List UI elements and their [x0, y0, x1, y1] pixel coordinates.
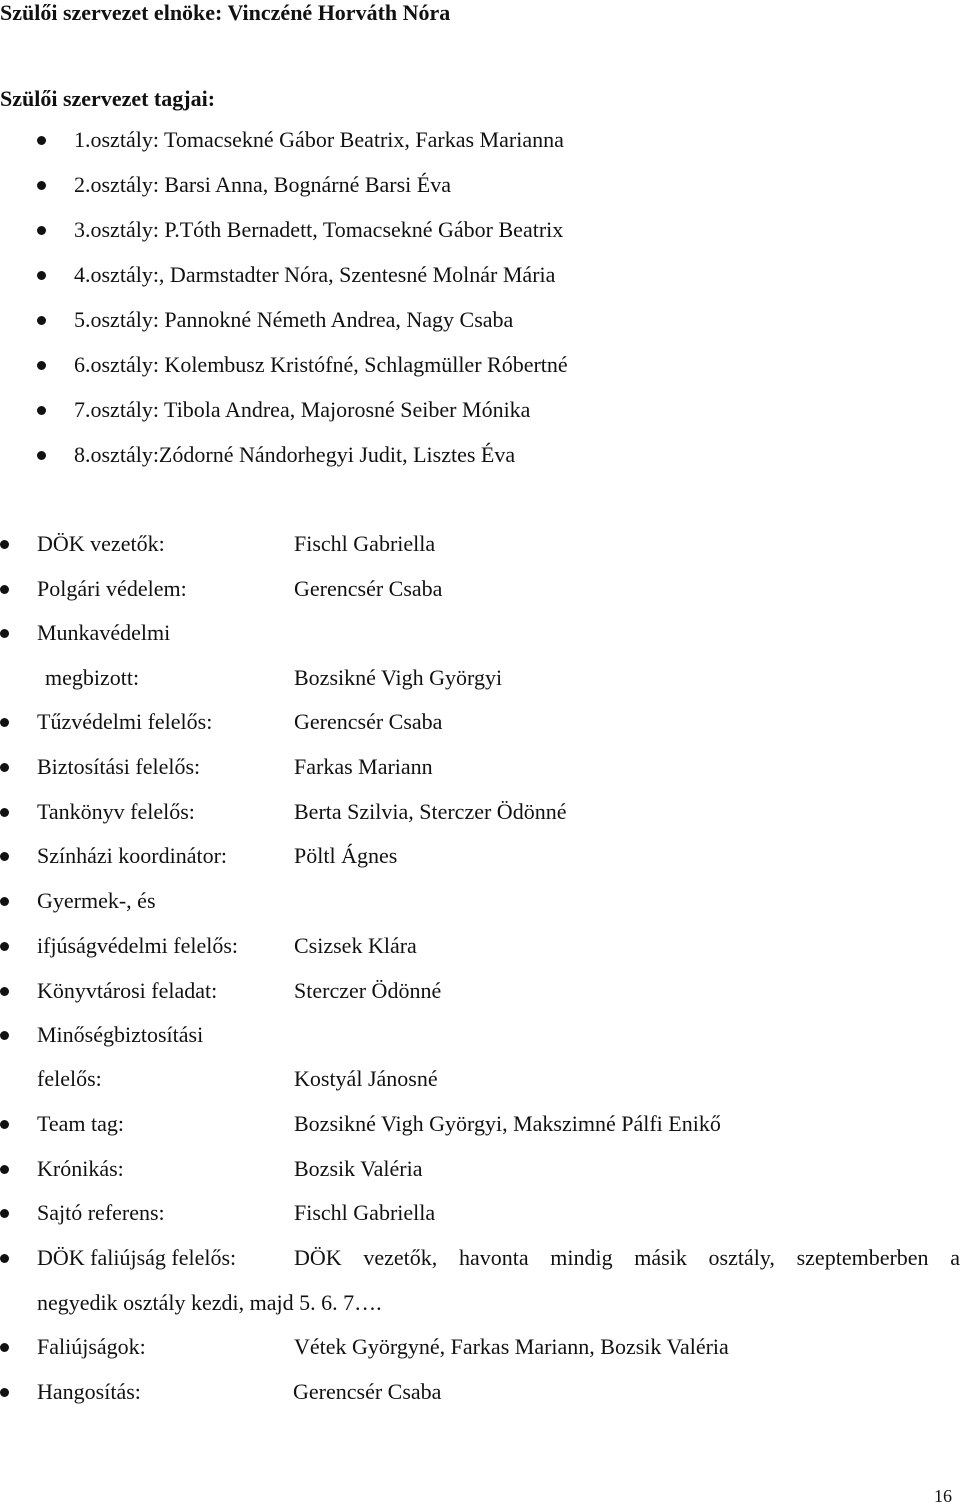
role-name: Csizsek Klára: [294, 933, 417, 958]
role-label: Team tag:: [37, 1111, 125, 1136]
role-label-continued: felelős:: [37, 1066, 102, 1091]
list-item: 4.osztály:, Darmstadter Nóra, Szentesné Molnár Mária: [74, 262, 556, 287]
list-item: 6.osztály: Kolembusz Kristófné, Schlagmüller Róbertné: [74, 352, 568, 377]
list-item: 7.osztály: Tibola Andrea, Majorosné Seiber Mónika: [74, 397, 531, 422]
list-item: 8.osztály:Zódorné Nándorhegyi Judit, Lisztes Éva: [74, 442, 516, 467]
bullet-icon: [37, 226, 46, 235]
role-name: Bozsik Valéria: [294, 1156, 423, 1181]
role-name: Berta Szilvia, Sterczer Ödönné: [294, 799, 567, 824]
role-label: Krónikás:: [37, 1156, 124, 1181]
bullet-icon: [0, 585, 9, 594]
page-number: 16: [934, 1486, 952, 1506]
role-label: DÖK faliújság felelős:: [37, 1245, 237, 1270]
list-item: 3.osztály: P.Tóth Bernadett, Tomacsekné Gábor Beatrix: [74, 217, 564, 242]
role-label: Könyvtárosi feladat:: [37, 978, 218, 1003]
list-item: 1.osztály: Tomacsekné Gábor Beatrix, Farkas Marianna: [74, 127, 564, 152]
role-label: Sajtó referens:: [37, 1200, 165, 1225]
role-name: Pöltl Ágnes: [294, 843, 398, 868]
bullet-icon: [0, 1254, 9, 1263]
role-name: Bozsikné Vigh Györgyi: [294, 665, 503, 690]
role-label: Minőségbiztosítási: [37, 1022, 204, 1047]
role-name: Bozsikné Vigh Györgyi, Makszimné Pálfi Enikő: [294, 1111, 721, 1136]
bullet-icon: [37, 181, 46, 190]
role-label: DÖK vezetők:: [37, 531, 165, 556]
role-name: Vétek Györgyné, Farkas Mariann, Bozsik Valéria: [294, 1334, 729, 1359]
bullet-icon: [0, 540, 9, 549]
role-name: Kostyál Jánosné: [294, 1066, 438, 1091]
bullet-icon: [0, 1165, 9, 1174]
role-label: Hangosítás:: [37, 1379, 141, 1404]
bullet-icon: [37, 271, 46, 280]
role-label-continued: megbizott:: [45, 665, 140, 690]
role-label: Biztosítási felelős:: [37, 754, 201, 779]
bullet-icon: [0, 1343, 9, 1352]
bullet-icon: [37, 136, 46, 145]
bullet-icon: [37, 316, 46, 325]
bullet-icon: [0, 1209, 9, 1218]
bullet-icon: [37, 451, 46, 460]
role-name: Fischl Gabriella: [294, 1200, 436, 1225]
list-item: 2.osztály: Barsi Anna, Bognárné Barsi Éva: [74, 172, 451, 197]
role-label: Tankönyv felelős:: [37, 799, 195, 824]
bullet-icon: [0, 1388, 9, 1397]
role-name: Gerencsér Csaba: [294, 576, 443, 601]
role-label: Munkavédelmi: [37, 620, 171, 645]
bullet-icon: [0, 763, 9, 772]
bullet-icon: [0, 629, 9, 638]
role-name: Gerencsér Csaba: [293, 1379, 442, 1404]
members-heading: Szülői szervezet tagjai:: [0, 86, 216, 111]
role-label: Gyermek-, és: [37, 888, 156, 913]
bullet-icon: [0, 987, 9, 996]
bullet-icon: [0, 942, 9, 951]
chair-heading: Szülői szervezet elnöke: Vinczéné Horváth Nóra: [0, 0, 451, 25]
role-name: Sterczer Ödönné: [294, 978, 442, 1003]
role-label: Faliújságok:: [37, 1334, 146, 1359]
bullet-icon: [37, 406, 46, 415]
bullet-icon: [0, 1031, 9, 1040]
role-name: DÖK vezetők, havonta mindig másik osztály, szeptemberben a: [294, 1245, 960, 1270]
bullet-icon: [0, 897, 9, 906]
role-label: Polgári védelem:: [37, 576, 187, 601]
role-name: Farkas Mariann: [294, 754, 433, 779]
list-item: 5.osztály: Pannokné Németh Andrea, Nagy Csaba: [74, 307, 514, 332]
role-label: ifjúságvédelmi felelős:: [37, 933, 238, 958]
role-name: Gerencsér Csaba: [294, 709, 443, 734]
bullet-icon: [37, 361, 46, 370]
bullet-icon: [0, 808, 9, 817]
role-label: Tűzvédelmi felelős:: [37, 709, 213, 734]
bullet-icon: [0, 1120, 9, 1129]
role-label: Színházi koordinátor:: [37, 843, 228, 868]
role-name: Fischl Gabriella: [294, 531, 436, 556]
role-name-continued: negyedik osztály kezdi, majd 5. 6. 7….: [37, 1290, 382, 1315]
bullet-icon: [0, 852, 9, 861]
bullet-icon: [0, 718, 9, 727]
